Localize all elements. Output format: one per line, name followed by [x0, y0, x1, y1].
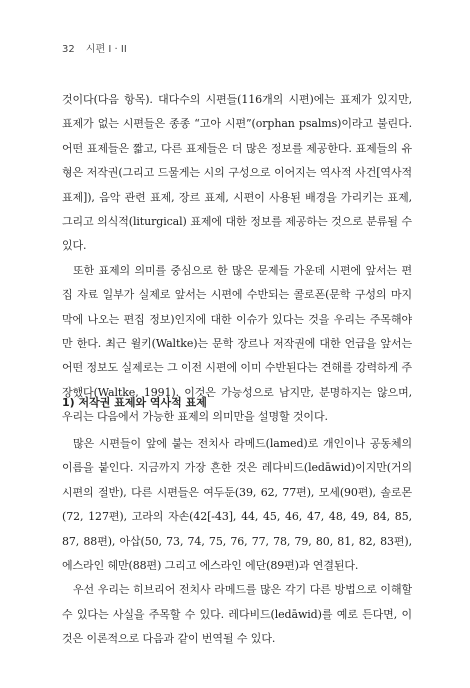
running-head [62, 40, 127, 55]
section-heading: 1) 저작권 표제와 역사적 표제 [62, 396, 207, 409]
page-number: 32 [62, 44, 75, 55]
body-text [62, 88, 412, 430]
running-head-title: 시편 I · II [85, 44, 127, 55]
body-text-section [62, 432, 412, 652]
paragraph: 많은 시편들이 앞에 붙는 전치사 라메드(lamed)로 개인이나 공동체의 이름을 붙인다. 지금까지 가장 흔한 것은 레다비드(ledāwid)이지만(거의 시편의 절반), 다른 시편들은 여두둔(39, 62, 77편), 모세(90편), 솔로몬(72, 127편), 고라의 자손(42[-43], 44, 45, 46, 47, 48, 49, 84, 85, 87, 88편), 아삽(50, 73, 74, 75, 76, 77, 78, 79, 80, 81, 82, 83편), 에스라인 헤만(88편) 그리고 에스라인 에단(89편)과 연결된다. [62, 437, 412, 573]
paragraph: 것이다(다음 항목). 대다수의 시편들(116개의 시편)에는 표제가 있지만, 표제가 없는 시편들은 종종 “고아 시편”(orphan psalms)이라고 불린다. 어떤 표제들은 짧고, 다른 표제들은 더 많은 정보를 제공한다. 표제들의 유형은 저작권(그리고 드물게는 시의 구성으로 이어지는 역사적 사건[역사적 표제]), 음악 관련 표제, 장르 표제, 시편이 사용된 배경을 가리키는 표제, 그리고 의식적(liturgical) 표제에 대한 정보를 제공하는 것으로 분류될 수 있다. [62, 93, 412, 253]
paragraph: 또한 표제의 의미를 중심으로 한 많은 문제들 가운데 시편에 앞서는 편집 자료 일부가 실제로 앞서는 시편에 수반되는 콜로폰(문학 구성의 마지막에 나오는 편집 정보)인지에 대한 이슈가 있다는 것을 우리는 주목해야만 한다. 최근 윌키(Waltke)는 문학 장르나 저작권에 대한 언급을 앞서는 어떤 정보도 실제로는 그 이전 시편에 이미 수반된다는 견해를 강력하게 주장했다(Waltke, 1991). 이것은 가능성으로 남지만, 분명하지는 않으며, 우리는 다음에서 가능한 표제의 의미만을 설명할 것이다. [62, 263, 412, 424]
paragraph: 우선 우리는 히브리어 전치사 라메드를 많은 각기 다른 방법으로 이해할 수 있다는 사실을 주목할 수 있다. 레다비드(ledāwid)를 예로 든다면, 이것은 이론적으로 다음과 같이 번역될 수 있다. [62, 583, 412, 646]
